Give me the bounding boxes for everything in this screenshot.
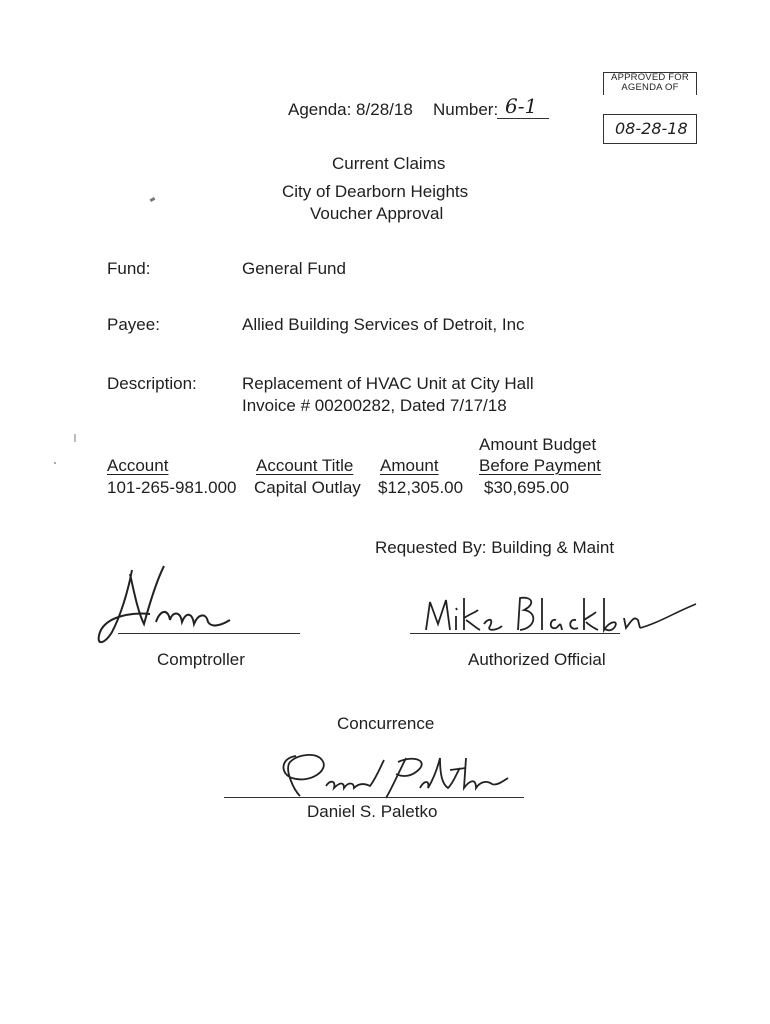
number-value: 6-1 bbox=[505, 94, 538, 118]
number-label: Number: bbox=[433, 100, 499, 119]
comptroller-label: Comptroller bbox=[157, 650, 245, 669]
approval-stamp bbox=[603, 72, 697, 95]
stamp-line1: APPROVED FOR bbox=[611, 72, 689, 83]
payee-label: Payee: bbox=[107, 315, 160, 334]
concurrence-signature-line bbox=[224, 797, 524, 798]
description-line1: Replacement of HVAC Unit at City Hall bbox=[242, 374, 534, 393]
account-header: Account bbox=[107, 456, 169, 475]
concurrence-label: Concurrence bbox=[337, 714, 435, 733]
stamp-line2: AGENDA OF bbox=[621, 82, 679, 93]
scan-speck bbox=[74, 434, 76, 442]
budget-header-line1: Amount Budget bbox=[479, 435, 597, 454]
current-claims-title: Current Claims bbox=[332, 154, 446, 173]
city-name: City of Dearborn Heights bbox=[282, 182, 469, 201]
comptroller-signature-line bbox=[118, 633, 300, 634]
requested-by: Requested By: Building & Maint bbox=[375, 538, 615, 557]
fund-value: General Fund bbox=[242, 259, 346, 278]
amount-value: $12,305.00 bbox=[378, 478, 464, 497]
fund-label: Fund: bbox=[107, 259, 151, 278]
stamp-date: 08-28-18 bbox=[615, 119, 688, 138]
comptroller-signature bbox=[90, 562, 260, 652]
description-line2: Invoice # 00200282, Dated 7/17/18 bbox=[242, 396, 507, 415]
scan-speck bbox=[150, 197, 156, 202]
budget-header-line2: Before Payment bbox=[479, 456, 601, 475]
official-label: Authorized Official bbox=[468, 650, 606, 669]
description-label: Description: bbox=[107, 374, 197, 393]
account-number: 101-265-981.000 bbox=[107, 478, 237, 497]
agenda-date: Agenda: 8/28/18 bbox=[288, 100, 413, 119]
voucher-title: Voucher Approval bbox=[310, 204, 444, 223]
concurrence-name: Daniel S. Paletko bbox=[307, 802, 438, 821]
number-underline bbox=[497, 118, 549, 119]
budget-value: $30,695.00 bbox=[484, 478, 570, 497]
amount-header: Amount bbox=[380, 456, 439, 475]
account-title: Capital Outlay bbox=[254, 478, 361, 497]
official-signature-line bbox=[410, 633, 620, 634]
scan-speck bbox=[54, 462, 56, 464]
payee-value: Allied Building Services of Detroit, Inc bbox=[242, 315, 525, 334]
concurrence-signature bbox=[270, 748, 520, 804]
account-title-header: Account Title bbox=[256, 456, 354, 475]
